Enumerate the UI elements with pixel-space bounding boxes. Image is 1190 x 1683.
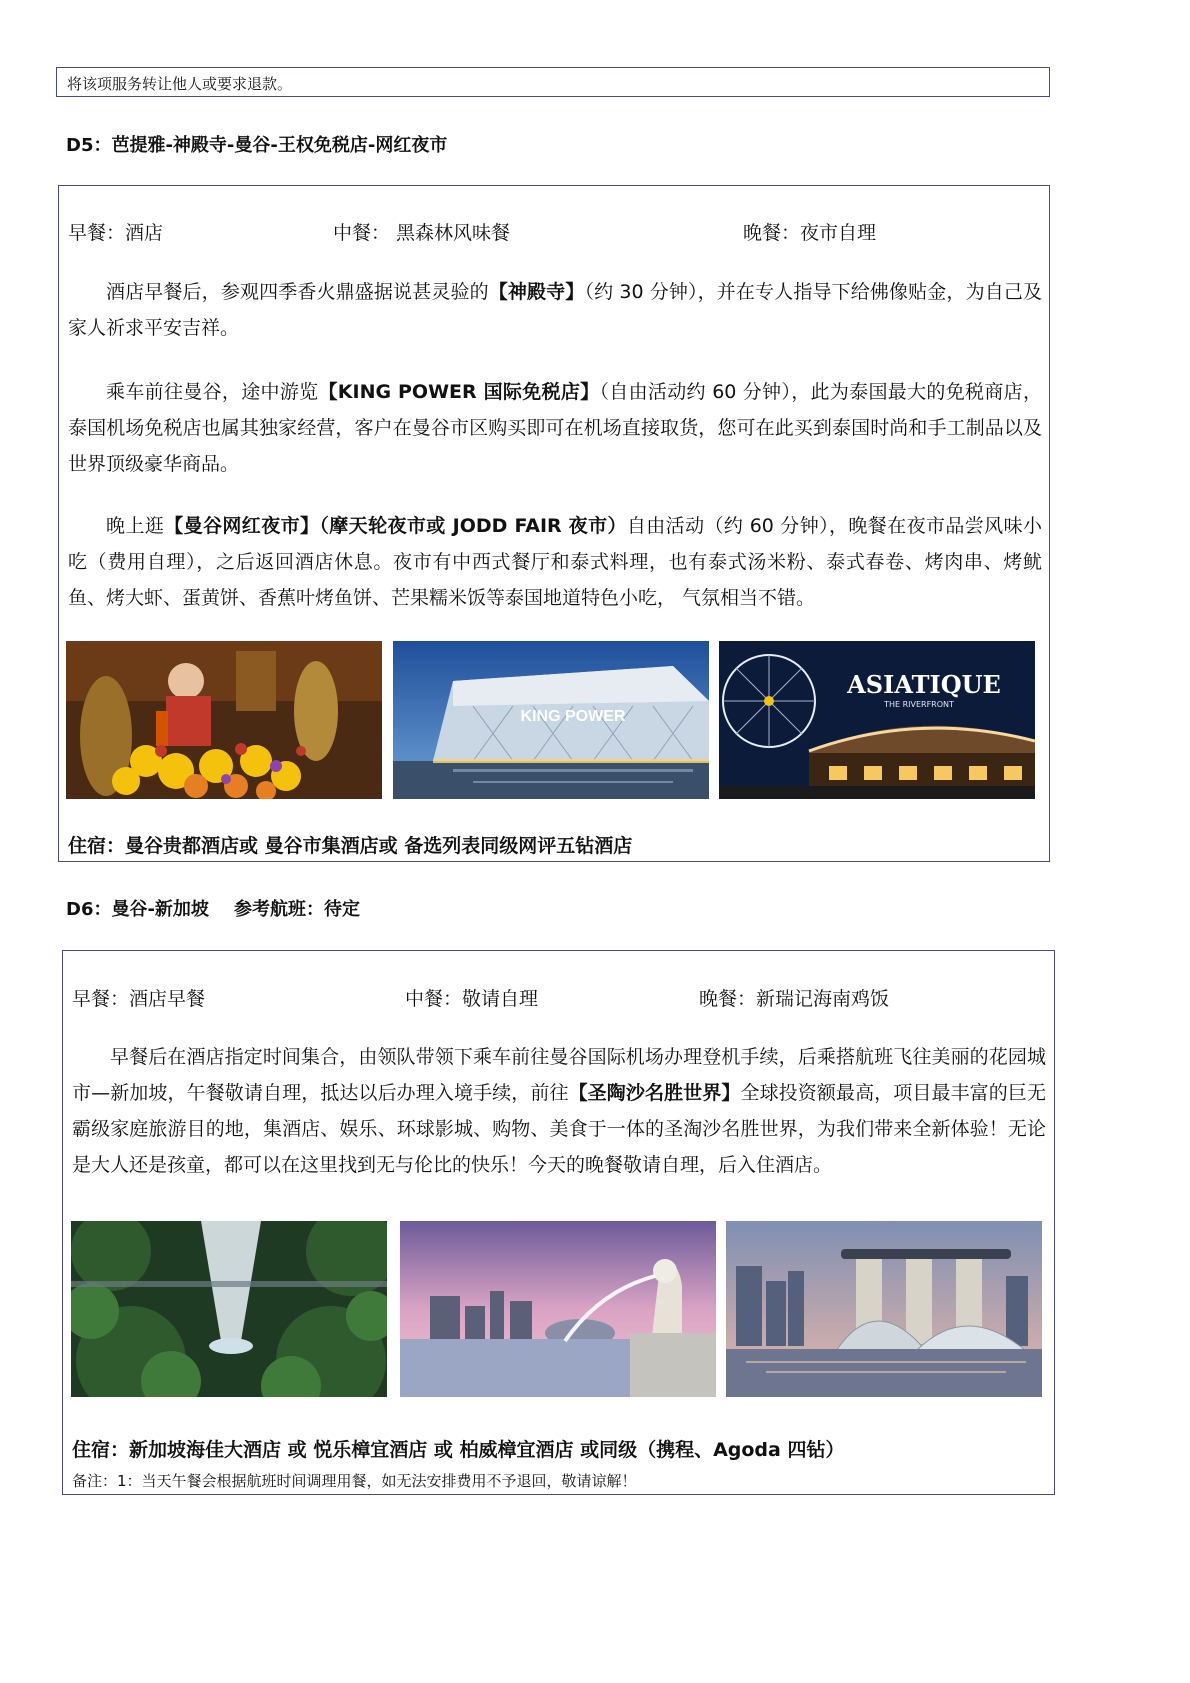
sentosa-name: 【圣陶沙名胜世界】 bbox=[568, 1082, 741, 1104]
top-note-box bbox=[56, 67, 1050, 97]
day6-p1-text-c: 全球投资额最高，项目最丰富的巨无霸级家庭旅游目的地，集酒店、娱乐、环球影城、购物、美食于一体的圣淘沙名胜世界，为我们带来全新体验！无论是大人还是孩童，都可以在这里找到无与伦比的快乐！今天的晚餐敬请自理，后入住酒店。 bbox=[72, 1082, 1046, 1176]
day6-lunch: 中餐：敬请自理 bbox=[405, 988, 539, 1010]
day5-breakfast: 早餐：酒店 bbox=[68, 222, 164, 244]
day6-remark: 备注：1：当天午餐会根据航班时间调理用餐，如无法安排费用不予退回，敬请谅解！ bbox=[72, 1472, 637, 1490]
day5-lunch: 中餐： 黑森林风味餐 bbox=[333, 222, 511, 244]
day6-dinner: 晚餐：新瑞记海南鸡饭 bbox=[699, 988, 890, 1010]
temple-name: 【神殿寺】 bbox=[488, 281, 585, 303]
day5-paragraph-1 bbox=[68, 274, 1042, 346]
asiatique-photo bbox=[719, 641, 1035, 799]
top-note-text: 将该项服务转让他人或要求退款。 bbox=[67, 75, 293, 93]
day5-p1-text-a: 酒店早餐后，参观四季香火鼎盛据说甚灵验的 bbox=[106, 281, 489, 303]
day5-paragraph-2 bbox=[68, 374, 1042, 482]
jewel-waterfall-photo bbox=[71, 1221, 387, 1397]
merlion-photo bbox=[400, 1221, 716, 1397]
day5-box bbox=[58, 185, 1050, 862]
king-power-name: 【KING POWER 国际免税店】 bbox=[318, 381, 600, 403]
king-power-photo bbox=[393, 641, 709, 799]
king-power-sign: KING POWER bbox=[520, 708, 626, 725]
night-market-name: 【曼谷网红夜市】（摩天轮夜市或 JODD FAIR 夜市） bbox=[164, 515, 627, 537]
temple-photo bbox=[66, 641, 382, 799]
day5-p2-text-a: 乘车前往曼谷，途中游览 bbox=[106, 381, 319, 403]
day6-title: D6：曼谷-新加坡 参考航班：待定 bbox=[66, 899, 361, 920]
day6-p1-text-a: 早餐后在酒店指定时间集合，由领队带领下乘车前往曼谷国际机场办理登机手续，后乘搭航班飞往美丽的花园城市—新加坡，午餐敬请自理，抵达以后办理入境手续，前往 bbox=[72, 1046, 1046, 1104]
day6-paragraph-1 bbox=[72, 1039, 1046, 1183]
day5-dinner: 晚餐：夜市自理 bbox=[743, 222, 877, 244]
day5-lodging: 住宿：曼谷贵都酒店或 曼谷市集酒店或 备选列表同级网评五钻酒店 bbox=[68, 835, 633, 857]
asiatique-sign: ASIATIQUE bbox=[847, 670, 1001, 699]
day5-title: D5：芭提雅-神殿寺-曼谷-王权免税店-网红夜市 bbox=[66, 135, 448, 156]
day5-paragraph-3 bbox=[68, 508, 1042, 616]
asiatique-sub-sign: THE RIVERFRONT bbox=[884, 700, 954, 709]
marina-bay-sands-photo bbox=[726, 1221, 1042, 1397]
day5-p3-text-a: 晚上逛 bbox=[106, 515, 165, 537]
day6-breakfast: 早餐：酒店早餐 bbox=[72, 988, 206, 1010]
day6-lodging: 住宿：新加坡海佳大酒店 或 悦乐樟宜酒店 或 柏威樟宜酒店 或同级（携程、Agoda 四钻） bbox=[72, 1439, 845, 1461]
day5-p1-text-c: （约 30 分钟），并在专人指导下给佛像贴金，为自己及家人祈求平安吉祥。 bbox=[68, 281, 1042, 339]
day6-box bbox=[62, 950, 1055, 1495]
day5-p3-text-c: 自由活动（约 60 分钟），晚餐在夜市品尝风味小吃（费用自理），之后返回酒店休息。夜市有中西式餐厅和泰式料理，也有泰式汤米粉、泰式春卷、烤肉串、烤鱿鱼、烤大虾、蛋黄饼、香蕉叶烤鱼饼、芒果糯米饭等泰国地道特色小吃， 气氛相当不错。 bbox=[68, 515, 1042, 609]
day5-p2-text-c: （自由活动约 60 分钟），此为泰国最大的免税商店，泰国机场免税店也属其独家经营，客户在曼谷市区购买即可在机场直接取货，您可在此买到泰国时尚和手工制品以及世界顶级豪华商品。 bbox=[68, 381, 1042, 475]
